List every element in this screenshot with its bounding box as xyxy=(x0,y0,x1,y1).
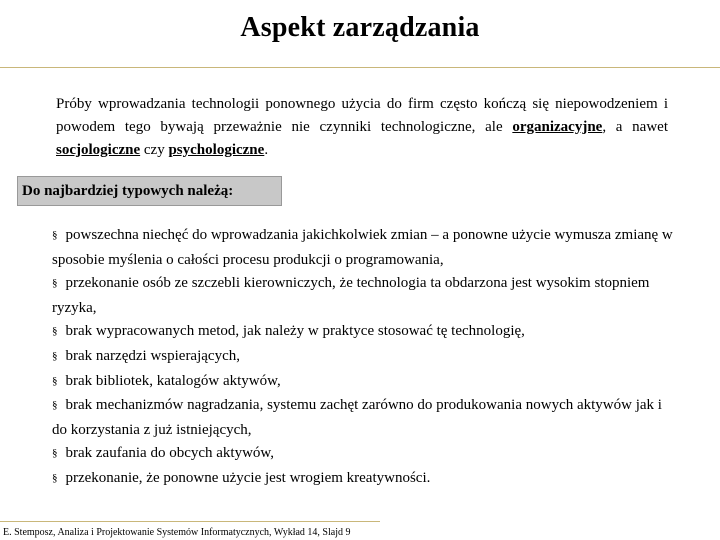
bullet-icon: § xyxy=(52,349,58,362)
list-item xyxy=(52,272,676,320)
list-item-text: brak narzędzi wspierających, xyxy=(65,347,240,364)
bullet-icon: § xyxy=(52,277,58,290)
list-item-text: brak mechanizmów nagradzania, systemu zachęt zarówno do produkowania nowych aktywów jak i do korzystania z już istniejących, xyxy=(52,397,662,438)
intro-emphasis-sociological: socjologiczne xyxy=(56,142,141,158)
intro-emphasis-organizational: organizacyjne xyxy=(512,119,603,135)
list-item-text: brak zaufania do obcych aktywów, xyxy=(65,445,275,462)
bullet-icon: § xyxy=(52,399,58,412)
footer-citation: E. Stemposz, Analiza i Projektowanie Systemów Informatycznych, Wykład 14, Slajd 9 xyxy=(3,527,351,538)
page-title: Aspekt zarządzania xyxy=(240,12,480,43)
list-item xyxy=(52,442,676,467)
intro-paragraph xyxy=(56,93,668,162)
bullet-icon: § xyxy=(52,229,58,241)
list-item xyxy=(52,370,676,395)
list-item-text: przekonanie osób ze szczebli kierowniczych, że technologia ta obdarzona jest wysokim stopniem ryzyka, xyxy=(52,275,650,316)
list-item xyxy=(52,467,676,492)
list-item xyxy=(52,345,676,370)
section-heading: Do najbardziej typowych należą: xyxy=(17,176,282,206)
list-item xyxy=(52,224,676,272)
title-divider xyxy=(0,67,720,68)
bullet-icon: § xyxy=(52,471,58,484)
list-item-text: powszechna niechęć do wprowadzania jakichkolwiek zmian – a ponowne użycie wymusza zmianę w sposobie myślenia o całości procesu produkcji o programowania, xyxy=(52,227,673,268)
intro-emphasis-psychological: psychologiczne xyxy=(168,142,265,158)
intro-text-3: czy xyxy=(140,142,169,158)
bullet-icon: § xyxy=(52,325,58,338)
intro-text-4: . xyxy=(264,142,269,158)
list-item-text: brak wypracowanych metod, jak należy w praktyce stosować tę technologię, xyxy=(65,323,525,340)
intro-text-2: , a nawet xyxy=(602,119,668,135)
reasons-list xyxy=(52,224,676,492)
list-item xyxy=(52,394,676,442)
footer-divider xyxy=(0,521,380,522)
list-item xyxy=(52,320,676,345)
list-item-text: przekonanie, że ponowne użycie jest wrogiem kreatywności. xyxy=(65,469,431,486)
list-item-text: brak bibliotek, katalogów aktywów, xyxy=(65,372,281,389)
bullet-icon: § xyxy=(52,447,58,460)
intro-text-1: Próby wprowadzania technologii ponownego użycia do firm często kończą się niepowodzeniem i powodem tego bywają przeważnie nie czynniki technologiczne, ale xyxy=(56,96,668,135)
bullet-icon: § xyxy=(52,374,58,387)
